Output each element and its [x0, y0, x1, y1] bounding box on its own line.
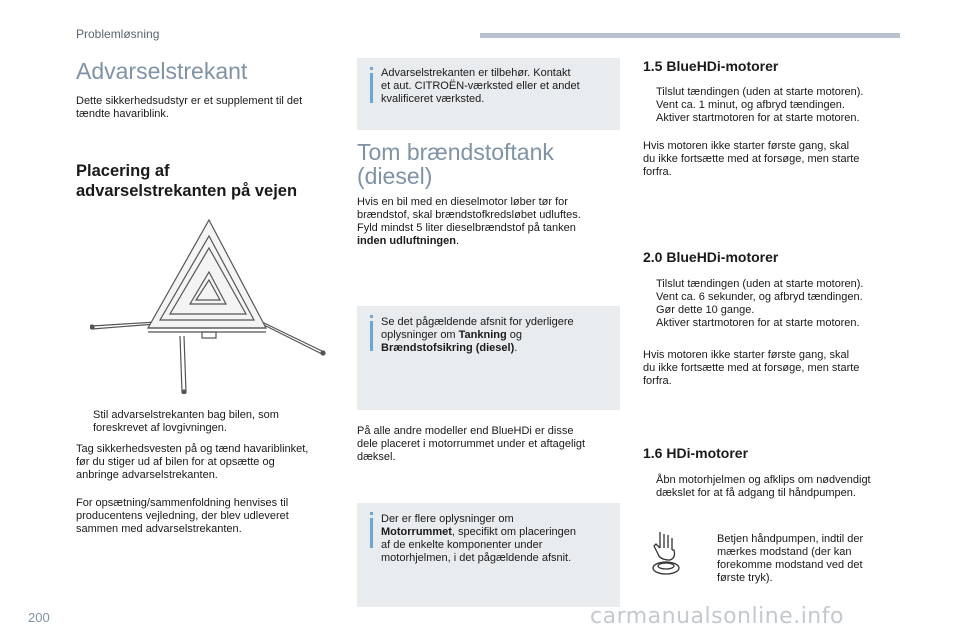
paragraph-line: Hvis motoren ikke starter første gang, skal: [643, 140, 850, 152]
paragraph-line: anbringe advarselstrekanten.: [76, 469, 218, 481]
note-line: kvalificeret værksted.: [381, 93, 485, 105]
list-text: Aktiver startmotoren for at starte motoren.: [656, 112, 860, 124]
watermark: carmanualsonline.info: [590, 604, 844, 629]
heading-line: advarselstrekanten på vejen: [76, 182, 298, 200]
bold-text: Tankning: [458, 329, 507, 341]
paragraph: [76, 497, 351, 536]
note-line: Se det pågældende afsnit for yderligere: [381, 316, 574, 328]
paragraph-line: Hvis motoren ikke starter første gang, skal: [643, 349, 850, 361]
note-line: af de enkelte komponenter under: [381, 539, 543, 551]
bullet-line: [76, 409, 346, 435]
text: .: [455, 235, 460, 247]
bullet-item: [76, 409, 346, 435]
page-number: 200: [28, 610, 50, 625]
paragraph-line: forfra.: [643, 166, 672, 178]
bullet-text: foreskrevet af lovgivningen.: [93, 422, 227, 434]
list-text: mærkes modstand (der kan: [717, 546, 852, 558]
paragraph-line: dele placeret i motorrummet under et aftageligt: [357, 438, 586, 450]
bullet-text: Stil advarselstrekanten bag bilen, som: [93, 409, 279, 421]
list-text: Vent ca. 1 minut, og afbryd tændingen.: [656, 99, 845, 111]
heading-line: Placering af: [76, 162, 170, 180]
paragraph-line: sammen med advarselstrekanten.: [76, 523, 242, 535]
subsection-heading: 1.6 HDi-motorer: [643, 445, 749, 461]
intro-line: tændte havariblink.: [76, 108, 169, 120]
list-text: Betjen håndpumpen, indtil der: [717, 533, 864, 545]
paragraph-line: du ikke fortsætte med at forsøge, men starte: [643, 153, 860, 165]
note-text: [381, 316, 616, 355]
paragraph: [357, 425, 622, 464]
list-item: [643, 474, 923, 500]
paragraph-line: før du stiger ud af bilen for at opsætte og: [76, 456, 275, 468]
note-line: [381, 526, 616, 539]
list-item: [643, 278, 923, 291]
list-text: første tryk).: [717, 572, 773, 584]
paragraph-line: brændstof, skal brændstofkredsløbet udluftes.: [357, 209, 581, 221]
section-heading: [76, 161, 356, 201]
text: oplysninger om: [381, 329, 459, 341]
page-title: Advarselstrekant: [76, 58, 248, 84]
list-text: Åbn motorhjelmen og afklips om nødvendigt: [656, 474, 871, 486]
list-text: dækslet for at få adgang til håndpumpen.: [656, 487, 856, 499]
title-line: Tom brændstoftank: [357, 139, 554, 165]
paragraph: [357, 196, 622, 248]
warning-triangle-illustration: [90, 214, 340, 394]
note-line: et aut. CITROËN-værksted eller et andet: [381, 80, 580, 92]
section-header: Problemløsning: [76, 27, 160, 41]
paragraph-line: du ikke fortsætte med at forsøge, men starte: [643, 362, 860, 374]
bold-text: Brændstofsikring (diesel): [381, 342, 515, 354]
note-line: [381, 329, 616, 342]
info-icon: [370, 518, 373, 548]
paragraph-line: Tag sikkerhedsvesten på og tænd havariblinket,: [76, 443, 309, 455]
bullet-item: [643, 474, 923, 500]
text: , specifikt om placeringen: [451, 526, 577, 538]
list-item: [643, 291, 923, 304]
bullet-list: [643, 86, 923, 125]
note-line: Advarselstrekanten er tilbehør. Kontakt: [381, 67, 571, 79]
list-item: [643, 317, 923, 330]
subsection-heading: 2.0 BlueHDi-motorer: [643, 249, 779, 265]
paragraph-line: producentens vejledning, der blev udleveret: [76, 510, 289, 522]
bold-text: Motorrummet: [381, 526, 452, 538]
text: og: [506, 329, 523, 341]
list-item: [704, 533, 904, 585]
note-line: Der er flere oplysninger om: [381, 513, 514, 525]
info-note-box: [357, 58, 620, 130]
bullet-item: [704, 533, 904, 585]
list-text: Tilslut tændingen (uden at starte motoren).: [656, 278, 864, 290]
bullet-list: [643, 278, 923, 330]
bold-text: inden udluftningen: [357, 235, 456, 247]
info-icon: [370, 321, 373, 351]
paragraph-line: For opsætning/sammenfoldning henvises til: [76, 497, 289, 509]
header-divider: [480, 33, 900, 38]
paragraph: [643, 349, 923, 388]
title-line: (diesel): [357, 163, 433, 189]
section-title: [357, 140, 617, 188]
subsection-heading: 1.5 BlueHDi-motorer: [643, 58, 779, 74]
paragraph-line: Fyld mindst 5 liter dieselbrændstof på tanken: [357, 222, 576, 234]
intro-paragraph: [76, 95, 346, 121]
list-item: [643, 99, 923, 112]
paragraph-line: På alle andre modeller end BlueHDi er disse: [357, 425, 574, 437]
list-item: [643, 86, 923, 99]
list-text: Vent ca. 6 sekunder, og afbryd tændingen.: [656, 291, 863, 303]
info-note-box: [357, 306, 620, 410]
list-text: Tilslut tændingen (uden at starte motoren).: [656, 86, 864, 98]
note-line: motorhjelmen, i det pågældende afsnit.: [381, 552, 572, 564]
paragraph-line: forfra.: [643, 375, 672, 387]
note-text: [381, 513, 616, 565]
list-item: [643, 112, 923, 125]
info-note-box: [357, 503, 620, 607]
note-line: [381, 342, 616, 355]
paragraph-line: [357, 235, 622, 248]
list-item: [643, 304, 923, 317]
paragraph-line: Hvis en bil med en dieselmotor løber tør for: [357, 196, 568, 208]
paragraph: [643, 140, 923, 179]
intro-line: Dette sikkerhedsudstyr er et supplement til det: [76, 95, 303, 107]
list-text: Gør dette 10 gange.: [656, 304, 755, 316]
paragraph-line: dæksel.: [357, 451, 396, 463]
list-text: Aktiver startmotoren for at starte motoren.: [656, 317, 860, 329]
text: .: [514, 342, 518, 354]
paragraph: [76, 443, 351, 482]
hand-press-icon: [646, 530, 686, 576]
info-icon: [370, 73, 373, 103]
note-text: [381, 67, 616, 106]
list-text: forekomme modstand ved det: [717, 559, 863, 571]
